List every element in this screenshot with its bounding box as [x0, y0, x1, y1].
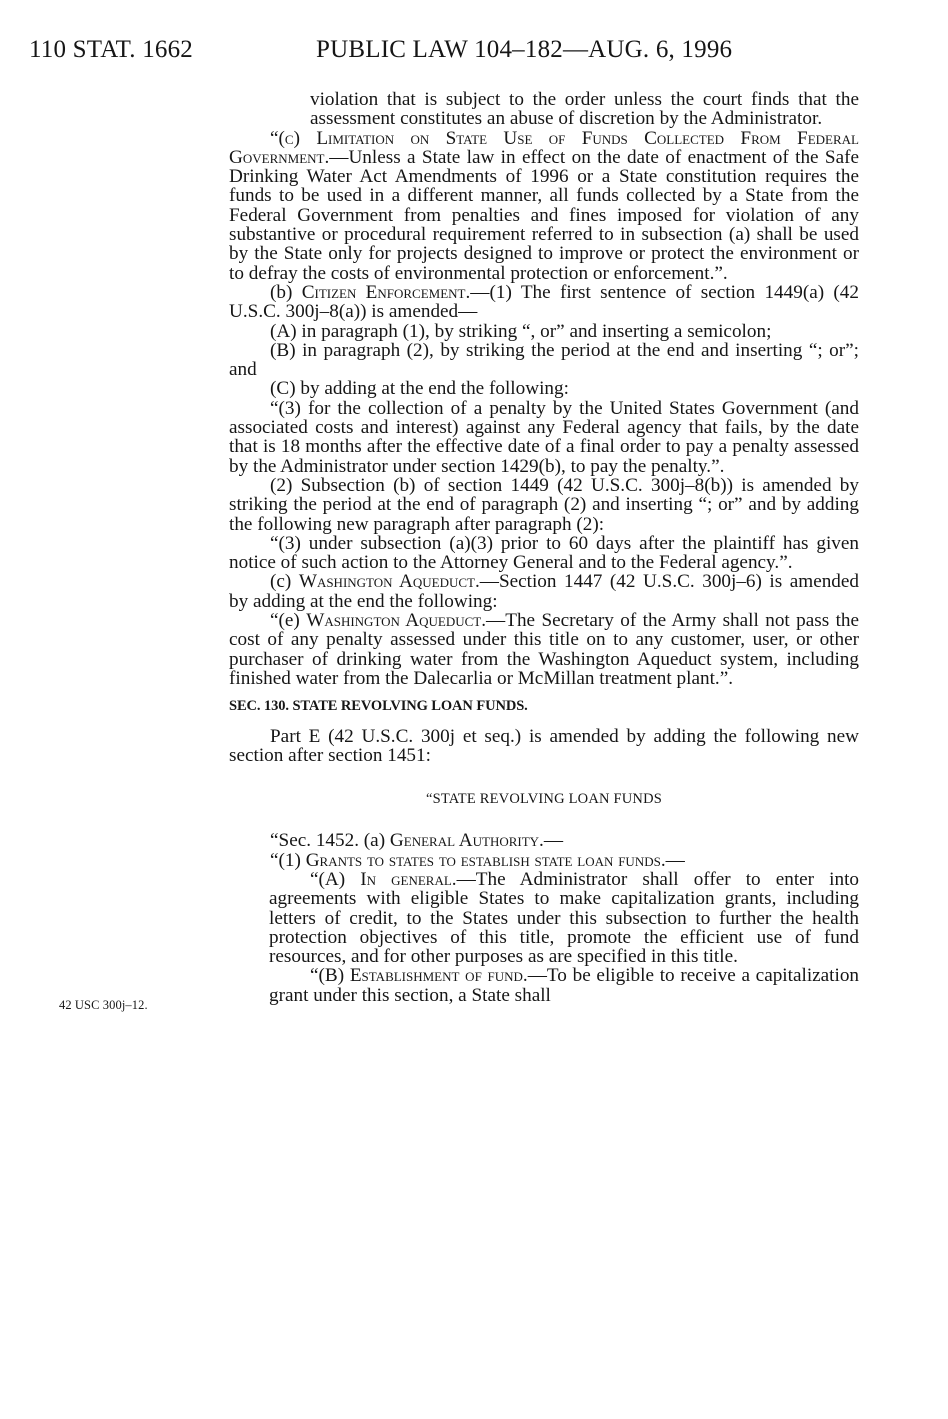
- paragraph-c: [189, 379, 859, 398]
- paragraph-text: “(3) for the collection of a penalty by the United States Government (and associated costs and interest) against any Federal agency that fails, by the date that is 18 months after the effective date of a final order to pay a penalty assessed by the Administrator under section 1429(b), to pay the penalty.”.: [229, 397, 859, 477]
- paragraph-lead: “(1): [270, 849, 306, 871]
- paragraph-text: —: [665, 849, 685, 871]
- paragraph-a: [189, 322, 859, 341]
- paragraph-text: (B) in paragraph (2), by striking the period at the end and inserting “; or”; and: [229, 339, 859, 381]
- paragraph-washington-aqueduct-c: [229, 572, 859, 611]
- paragraph-establishment: [188, 966, 859, 1005]
- subsection-heading: Grants to states to establish state loan funds.: [305, 849, 666, 871]
- paragraph-part-e: [229, 727, 859, 766]
- paragraph-washington-aqueduct-e: [229, 611, 859, 688]
- paragraph-text: —The Secretary of the Army shall not pass the cost of any penalty assessed under this title on to any customer, user, or other purchaser of drinking water from the Washington Aqueduct system, including finished water from the Dalecarlia or McMillan treatment plant.”.: [229, 610, 860, 689]
- subsection-heading: Washington Aqueduct.: [298, 571, 480, 593]
- page-header: [0, 36, 948, 70]
- subsection-heading: Citizen Enforcement.: [301, 281, 471, 303]
- subsection-heading: In general.: [360, 868, 457, 890]
- paragraph-in-general: [188, 870, 859, 966]
- paragraph-lead: (b): [270, 281, 302, 303]
- paragraph-text: —The Administrator shall offer to enter into agreements with eligible States to make capitalization grants, including letters of credit, to the States under this subsection to further the health protection objectives of this title, promote the efficient use of fund resources, and for other purposes as are specified in this title.: [269, 868, 860, 968]
- centered-heading: “STATE REVOLVING LOAN FUNDS: [425, 791, 663, 808]
- paragraph-citizen-enforcement: [229, 283, 859, 322]
- paragraph-3-penalty: [189, 399, 859, 476]
- paragraph-grants: [189, 851, 859, 870]
- paragraph-text: (C) by adding at the end the following:: [270, 378, 569, 400]
- paragraph-text: —To be eligible to receive a capitalization grant under this section, a State shall: [269, 965, 860, 1006]
- subsection-heading: Washington Aqueduct.: [306, 610, 487, 632]
- stat-citation: 110 STAT. 1662: [29, 36, 193, 63]
- subsection-heading: Establishment of fund.: [349, 965, 528, 987]
- subsection-heading: General Authority.: [389, 830, 544, 852]
- paragraph-3-notice: [189, 534, 859, 573]
- paragraph-text: —Unless a State law in effect on the date of enactment of the Safe Drinking Water Act Amendments of 1996 or a State constitution requires the funds to be used in a different manner, all funds collected by a State from the Federal Government from penalties and fines imposed for violation of any substantive or procedural requirement referred to in subsection (a) shall be used by the State only for projects designed to improve or protect the environment or to defray the costs of environmental protection or enforcement.”.: [229, 146, 859, 284]
- paragraph-lead: (c): [270, 571, 299, 593]
- paragraph-sec-1452: [229, 831, 859, 850]
- paragraph-lead: “(B): [310, 965, 350, 987]
- paragraph-text: Part E (42 U.S.C. 300j et seq.) is amended by adding the following new section after section 1451:: [229, 725, 859, 766]
- subsection-heading: “(c) Limitation on State Use of Funds Collected From Federal Government.: [229, 127, 859, 168]
- paragraph-text: “(3) under subsection (a)(3) prior to 60 days after the plaintiff has given notice of such action to the Attorney General and to the Federal agency.”.: [229, 532, 859, 574]
- paragraph-lead: “(e): [270, 610, 307, 632]
- paragraph-lead: “(A): [310, 868, 361, 890]
- paragraph-text: —(1) The first sentence of section 1449(a) (42 U.S.C. 300j–8(a)) is amended—: [229, 281, 859, 323]
- paragraph: violation that is subject to the order unless the court finds that the assessment constitutes an abuse of discretion by the Administrator.: [310, 89, 859, 130]
- paragraph-subsection-b-2: [229, 476, 859, 534]
- section-heading: SEC. 130. STATE REVOLVING LOAN FUNDS.: [229, 698, 528, 715]
- paragraph-text: —: [543, 830, 564, 852]
- public-law-title: PUBLIC LAW 104–182—AUG. 6, 1996: [316, 36, 733, 63]
- paragraph-subsection-c: [229, 129, 859, 283]
- paragraph-lead: “Sec. 1452. (a): [270, 830, 390, 852]
- paragraph-text: (2) Subsection (b) of section 1449 (42 U.S.C. 300j–8(b)) is amended by striking the period at the end of paragraph (2) and inserting “; or” and by adding the following new paragraph after paragraph (2):: [229, 474, 859, 535]
- margin-citation: 42 USC 300j–12.: [59, 998, 148, 1012]
- law-body: [229, 90, 859, 1005]
- paragraph-text: —Section 1447 (42 U.S.C. 300j–6) is amended by adding at the end the following:: [229, 571, 860, 612]
- paragraph-b: [189, 341, 859, 380]
- paragraph-text: (A) in paragraph (1), by striking “, or” and inserting a semicolon;: [270, 320, 772, 342]
